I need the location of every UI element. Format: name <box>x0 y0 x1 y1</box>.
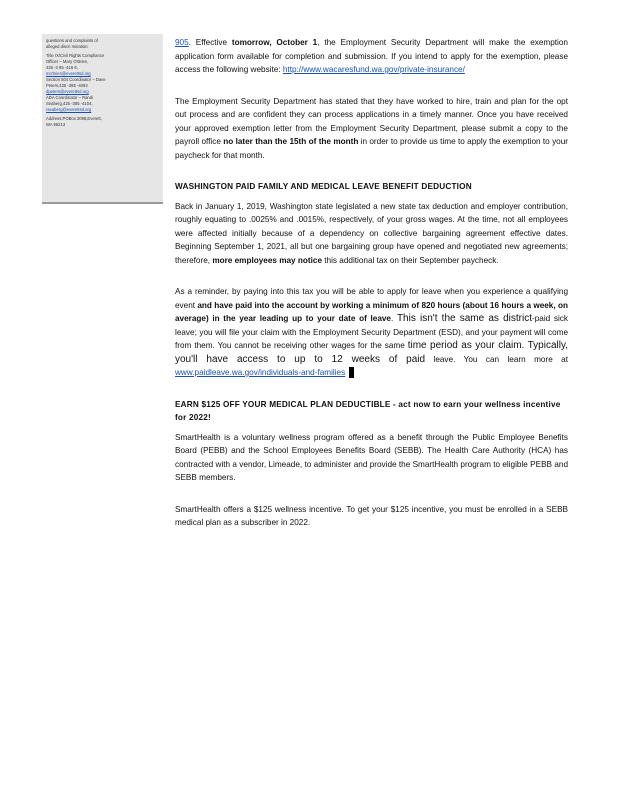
sidebar-line: ADA Coordinator – Randi <box>46 95 94 100</box>
sidebar-line: Title IX/Civil Rights Compliance <box>46 53 105 58</box>
sidebar-line: Officer – Mary O'Brien, <box>46 59 89 64</box>
contact-sidebar <box>42 34 163 204</box>
email-link-peters[interactable]: dpeters@everettsd.org <box>46 89 89 94</box>
heading-wellness-incentive: EARN $125 OFF YOUR MEDICAL PLAN DEDUCTIBLE - act now to earn your wellness incentive for 2022! <box>175 399 561 422</box>
sidebar-line: Peters,425 -385 -4063 <box>46 83 88 88</box>
text-cursor <box>349 367 354 378</box>
sidebar-line: Section 504 Coordinator – Dave <box>46 77 106 82</box>
paragraph-incentive: SmartHealth offers a $125 wellness incentive. To get your $125 incentive, you must be enrolled in a SEBB medical plan as a subscriber in 2022. <box>175 504 568 527</box>
sidebar-line: questions and complaints of <box>46 38 98 43</box>
paragraph-exemption: 905. Effective tomorrow, October 1, the Employment Security Department will make the exemption application form available for completion and submission. If you intend to apply for the exemption, please access the following website: http://www.wacaresfund.wa.gov/private-insurance/ <box>175 38 568 74</box>
sidebar-line: Address:POBox 2098,Everett, <box>46 116 102 121</box>
email-link-obrien[interactable]: mo'brien@everettsd.org <box>46 71 91 76</box>
paragraph-tax-deduction: Back in January 1, 2019, Washington state legislated a new state tax deduction and employer contribution, roughly equating to .0025% and .0015%, respectively, of your gross wages. At the time, not all employees were affected initially because of a dependency on collective bargaining agreement effective dates. Beginning September 1, 2021, all but one bargaining group have opened and negotiated new agreements; therefore, more employees may notice this additional tax on their September paycheck. <box>175 201 568 265</box>
main-content <box>175 36 568 548</box>
paragraph-leave-reminder: As a reminder, by paying into this tax you will be able to apply for leave when you experience a qualifying event and have paid into the account by working a minimum of 820 hours (about 16 hours a week, on average) in the year leading up to your date of leave. This isn't the same as district-paid sick leave; you will file your claim with the Employment Security Department (ESD), and your payment will come from them. You cannot be receiving other wages for the same time period as your claim. Typically, you'll have access to up to 12 weeks of paid leave. You can learn more at www.paidleave.wa.gov/individuals-and-families <box>175 287 568 377</box>
notice-emphasis: more employees may notice <box>212 255 322 265</box>
code-link[interactable]: 905 <box>175 38 189 47</box>
eligibility-emphasis: and have paid into the account by working a minimum of 820 hours (about 16 hours a week, on average) in the year leading up to your date of leave <box>175 300 568 323</box>
exemption-website-link[interactable]: http://www.wacaresfund.wa.gov/private-insurance/ <box>282 65 465 74</box>
paid-leave-link[interactable]: www.paidleave.wa.gov/individuals-and-families <box>175 368 346 377</box>
date-emphasis: tomorrow, October 1 <box>231 38 318 47</box>
sidebar-line: 425 -3 85 -416 6, <box>46 65 78 70</box>
sidebar-line: WA 98213 <box>46 122 66 127</box>
deadline-emphasis: no later than the 15th of the month <box>223 137 359 146</box>
sidebar-line: Seaberg,425 -385 -4104, <box>46 101 93 106</box>
paragraph-employment-security: The Employment Security Department has stated that they have worked to hire, train and plan for the opt out process and are confident they can process applications in a timely manner. Once you have received your approved exemption letter from the Employment Security Department, please submit a copy to the payroll office no later than the 15th of the month in order to provide us time to apply the exemption to your paycheck for that month. <box>175 96 568 160</box>
email-link-seaberg[interactable]: rseaberg@everettsd.org <box>46 107 92 112</box>
paragraph-smarthealth: SmartHealth is a voluntary wellness program offered as a benefit through the Public Employee Benefits Board (PEBB) and the School Employees Benefits Board (SEBB). The Health Care Authority (HCA) has contracted with a vendor, Limeade, to administer and provide the SmartHealth program to eligible PEBB and SEBB members. <box>175 432 568 482</box>
sidebar-line: alleged discri mination: <box>46 44 89 49</box>
heading-paid-family-leave: WASHINGTON PAID FAMILY AND MEDICAL LEAVE BENEFIT DEDUCTION <box>175 182 472 191</box>
